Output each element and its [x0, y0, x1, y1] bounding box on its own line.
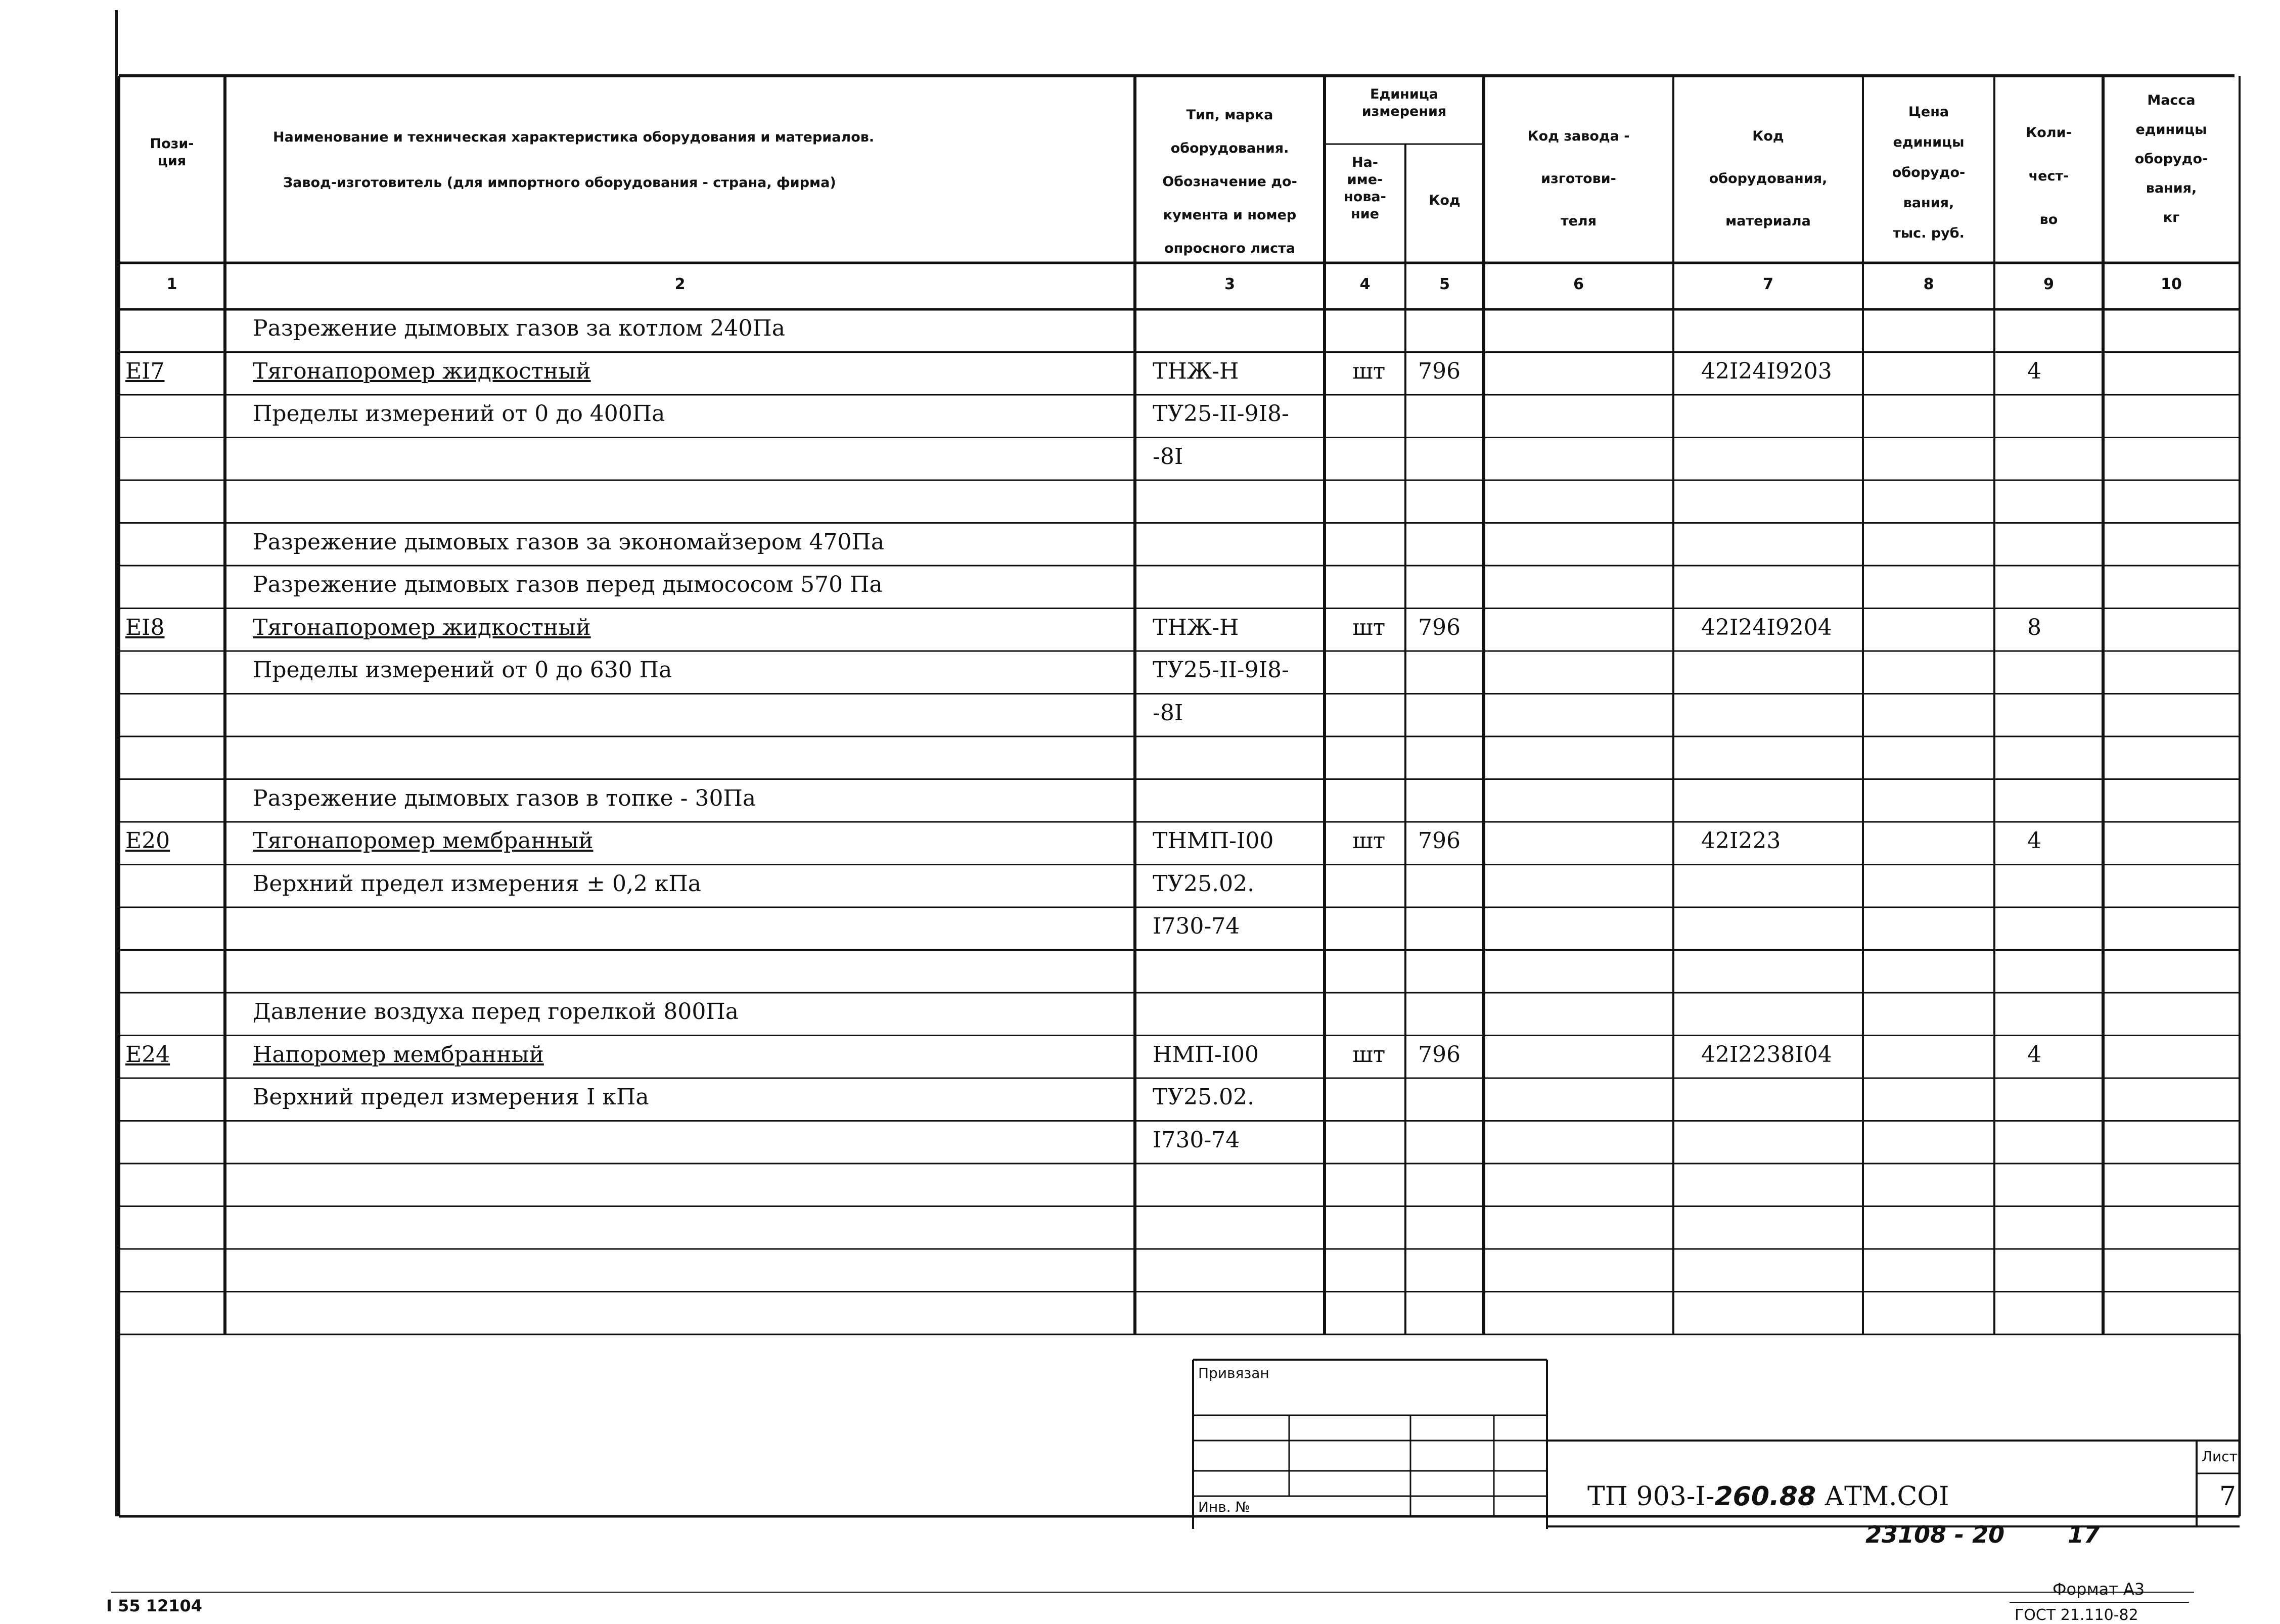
- cell-name: Пределы измерений от 0 до 400Па: [253, 401, 665, 427]
- sheet-label: Лист: [2202, 1448, 2238, 1465]
- cell-type: I730-74: [1153, 1127, 1240, 1153]
- header-position: Пози- ция: [150, 136, 194, 169]
- handwritten-number: 23108 - 20: [1865, 1521, 2005, 1548]
- column-number-4: 4: [1359, 275, 1371, 293]
- sheet-number: 7: [2219, 1481, 2237, 1512]
- cell-type: -8I: [1153, 700, 1183, 726]
- cell-position: E20: [125, 828, 170, 854]
- cell-type: I730-74: [1153, 913, 1240, 939]
- cell-type: ТУ25.02.: [1153, 1084, 1255, 1110]
- header-mass: Масса единицы оборудо- вания, кг: [2134, 92, 2208, 225]
- stamp-inv-no: Инв. №: [1198, 1499, 1250, 1515]
- cell-equipment-code: 42I24I9204: [1701, 614, 1832, 640]
- cell-unit-code: 796: [1418, 614, 1461, 640]
- cell-unit-code: 796: [1418, 828, 1461, 854]
- column-number-7: 7: [1763, 275, 1773, 293]
- cell-type: ТНЖ-Н: [1153, 614, 1239, 640]
- column-number-8: 8: [1923, 275, 1934, 293]
- cell-unit-code: 796: [1418, 358, 1461, 384]
- cell-name: Давление воздуха перед горелкой 800Па: [253, 999, 739, 1025]
- cell-name: Тягонапоромер жидкостный: [253, 614, 591, 640]
- column-number-3: 3: [1224, 275, 1235, 293]
- header-price: Цена единицы оборудо- вания, тыс. руб.: [1892, 104, 1966, 241]
- header-equipment-code: Код оборудования, материала: [1709, 128, 1828, 229]
- cell-name: Верхний предел измерения ± 0,2 кПа: [253, 870, 702, 897]
- header-type: Тип, марка оборудования. Обозначение до- кумента и номер опросного листа: [1162, 107, 1297, 256]
- cell-name: Разрежение дымовых газов за котлом 240Па: [253, 315, 785, 341]
- cell-name: Тягонапоромер жидкостный: [253, 358, 591, 384]
- cell-quantity: 8: [2027, 614, 2041, 640]
- cell-unit-code: 796: [1418, 1041, 1461, 1068]
- cell-position: E24: [125, 1041, 170, 1068]
- cell-name: Тягонапоромер мембранный: [253, 828, 594, 854]
- header-unit-code: Код: [1429, 193, 1461, 208]
- cell-unit: шт: [1352, 358, 1386, 384]
- cell-type: -8I: [1153, 443, 1183, 470]
- cell-unit: шт: [1352, 828, 1386, 854]
- header-unit-name: На- име- нова- ние: [1344, 155, 1386, 222]
- cell-quantity: 4: [2027, 828, 2041, 854]
- column-number-5: 5: [1439, 275, 1450, 293]
- cell-name: Напоромер мембранный: [253, 1041, 544, 1068]
- format-label: Формат А3: [2053, 1580, 2145, 1599]
- cell-equipment-code: 42I24I9203: [1701, 358, 1832, 384]
- cell-position: EI8: [125, 614, 165, 640]
- cell-type: ТУ25-II-9I8-: [1153, 657, 1289, 683]
- cell-type: ТУ25.02.: [1153, 870, 1255, 897]
- cell-quantity: 4: [2027, 1041, 2041, 1068]
- cell-name: Пределы измерений от 0 до 630 Па: [253, 657, 672, 683]
- cell-unit: шт: [1352, 1041, 1386, 1068]
- column-number-2: 2: [674, 275, 686, 293]
- handwritten-page: 17: [2068, 1521, 2101, 1548]
- cell-type: ТНЖ-Н: [1153, 358, 1239, 384]
- column-number-10: 10: [2161, 275, 2182, 293]
- cell-type: ТНМП-I00: [1153, 828, 1274, 854]
- header-name-line2: Завод-изготовитель (для импортного оборудования - страна, фирма): [283, 175, 836, 191]
- header-name-line1: Наименование и техническая характеристика оборудования и материалов.: [273, 129, 875, 145]
- cell-quantity: 4: [2027, 358, 2041, 384]
- cell-position: EI7: [125, 358, 165, 384]
- cell-unit: шт: [1352, 614, 1386, 640]
- column-number-9: 9: [2043, 275, 2054, 293]
- cell-name: Разрежение дымовых газов перед дымососом 570 Па: [253, 572, 883, 597]
- header-quantity: Коли- чест- во: [2026, 125, 2072, 227]
- cell-equipment-code: 42I2238I04: [1701, 1041, 1832, 1068]
- cell-type: ТУ25-II-9I8-: [1153, 401, 1289, 427]
- cell-name: Разрежение дымовых газов за экономайзером 470Па: [253, 529, 885, 555]
- cell-name: Верхний предел измерения I кПа: [253, 1084, 649, 1110]
- stamp-privyazan: Привязан: [1198, 1365, 1269, 1381]
- cell-equipment-code: 42I223: [1701, 828, 1781, 854]
- header-factory-code: Код завода - изготови- теля: [1527, 128, 1630, 229]
- bottom-left-code: I 55 12104: [106, 1596, 203, 1615]
- column-number-1: 1: [166, 275, 177, 293]
- gost-label: ГОСТ 21.110-82: [2015, 1606, 2138, 1624]
- cell-type: НМП-I00: [1153, 1041, 1259, 1068]
- header-unit-group: Единица измерения: [1361, 86, 1447, 119]
- cell-name: Разрежение дымовых газов в топке - 30Па: [253, 785, 756, 811]
- column-number-6: 6: [1573, 275, 1584, 293]
- doc-designation: ТП 903-I-260.88 АТМ.COI: [1587, 1481, 1949, 1512]
